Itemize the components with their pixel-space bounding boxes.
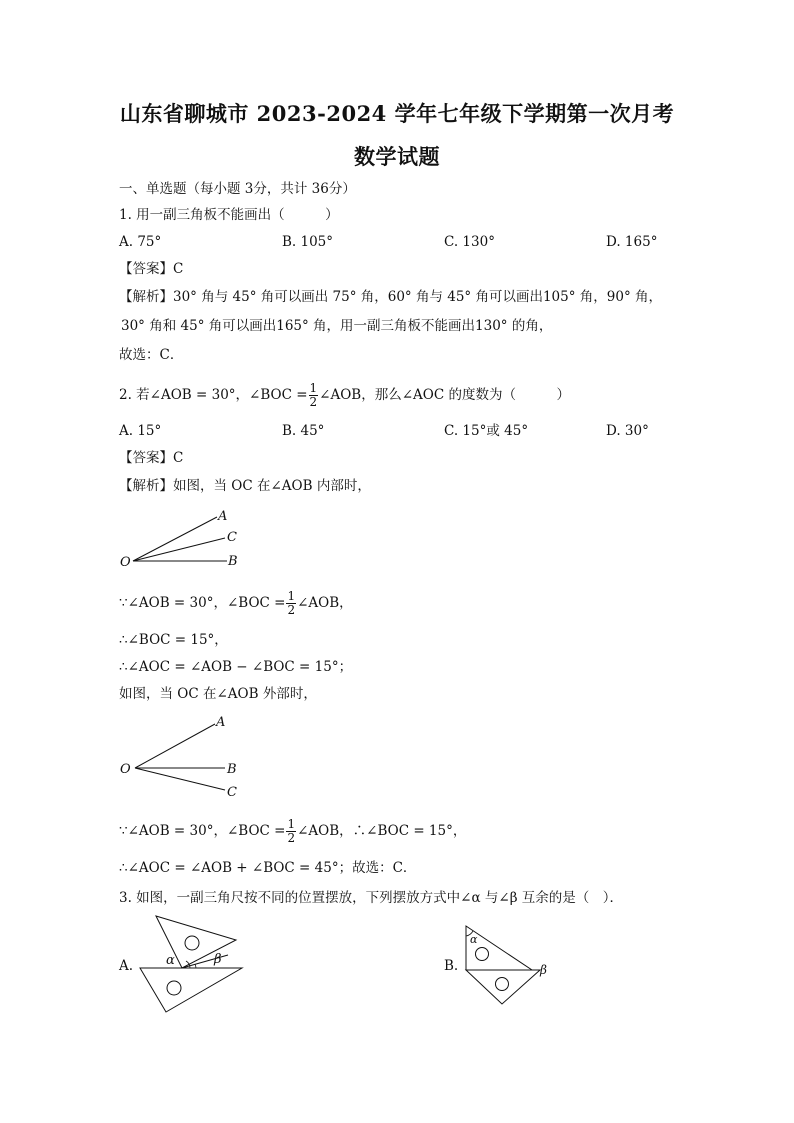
q1-option-d: D. 165° bbox=[606, 234, 658, 250]
label-c: C bbox=[227, 785, 237, 800]
ray-oc bbox=[133, 538, 225, 561]
label-b: B bbox=[227, 762, 237, 777]
q1-analysis-line1: 【解析】30° 角与 45° 角可以画出 75° 角，60° 角与 45° 角可以画出105° 角，90° 角， bbox=[119, 289, 662, 305]
ray-oa bbox=[135, 724, 215, 768]
q2-option-b: B. 45° bbox=[282, 423, 325, 439]
q1-answer: 【答案】C bbox=[119, 261, 184, 277]
q3-figure-b bbox=[458, 922, 558, 1008]
q2-because-2: ∵∠AOB = 30°，∠BOC = $\frac{1}{2}$ ∠AOB，∴∠BOC = 15°， bbox=[119, 817, 467, 845]
q2-option-d: D. 30° bbox=[606, 423, 649, 439]
triangle-hole bbox=[167, 981, 181, 995]
label-o: O bbox=[120, 555, 131, 570]
q1-analysis-line2: 30° 角和 45° 角可以画出165° 角，用一副三角板不能画出130° 的角， bbox=[121, 318, 553, 334]
q2-therefore-1: ∴∠BOC = 15°， bbox=[119, 632, 228, 648]
label-b: B bbox=[228, 554, 238, 569]
q1-option-b: B. 105° bbox=[282, 234, 334, 250]
label-o: O bbox=[120, 762, 131, 777]
q3-figure-a bbox=[138, 912, 250, 1014]
alpha-label: α bbox=[470, 933, 478, 946]
fraction-half: $\frac{1}{2}$ bbox=[287, 817, 296, 845]
q1-conclusion: 故选：C． bbox=[119, 347, 184, 363]
q2-stem: 2. 若∠AOB = 30°，∠BOC = $\frac{1}{2}$ ∠AOB，那么∠AOC 的度数为（ ） bbox=[119, 381, 570, 409]
exam-title: 山东省聊城市 2023-2024 学年七年级下学期第一次月考 bbox=[119, 101, 675, 126]
q2-option-c: C. 15°或 45° bbox=[444, 423, 529, 439]
q3-option-b-label: B. bbox=[444, 958, 459, 974]
fraction-half: $\frac{1}{2}$ bbox=[309, 381, 318, 409]
q2-because-1: ∵∠AOB = 30°，∠BOC = $\frac{1}{2}$ ∠AOB， bbox=[119, 589, 353, 617]
beta-label: β bbox=[540, 963, 547, 977]
q2-therefore-2: ∴∠AOC = ∠AOB − ∠BOC = 15°； bbox=[119, 659, 353, 675]
q2-analysis-line1: 【解析】如图，当 OC 在∠AOB 内部时， bbox=[119, 478, 371, 494]
q3-option-a-label: A. bbox=[119, 958, 134, 974]
q2-answer: 【答案】C bbox=[119, 450, 184, 466]
alpha-label: α bbox=[166, 953, 175, 968]
q1-stem: 1. 用一副三角板不能画出（ ） bbox=[119, 207, 339, 223]
q2-case-2: 如图，当 OC 在∠AOB 外部时， bbox=[119, 686, 317, 702]
q2-option-a: A. 15° bbox=[119, 423, 162, 439]
angle-figure-inside bbox=[115, 505, 255, 573]
label-a: A bbox=[218, 509, 228, 524]
beta-label: β bbox=[214, 952, 222, 967]
label-a: A bbox=[216, 715, 226, 730]
label-c: C bbox=[227, 530, 237, 545]
fraction-half: $\frac{1}{2}$ bbox=[287, 589, 296, 617]
triangle-hole bbox=[185, 936, 199, 950]
triangle-hole bbox=[496, 978, 509, 991]
ray-oc bbox=[135, 768, 225, 790]
angle-figure-outside bbox=[115, 712, 255, 802]
triangle-lower bbox=[466, 970, 540, 1004]
q3-stem: 3. 如图，一副三角尺按不同的位置摆放，下列摆放方式中∠α 与∠β 互余的是（ ）． bbox=[119, 890, 624, 906]
triangle-bottom bbox=[140, 968, 242, 1012]
ray-oa bbox=[133, 517, 217, 561]
q1-option-c: C. 130° bbox=[444, 234, 495, 250]
q1-option-a: A. 75° bbox=[119, 234, 162, 250]
q2-therefore-3: ∴∠AOC = ∠AOB + ∠BOC = 45°；故选：C． bbox=[119, 860, 417, 876]
exam-subtitle: 数学试题 bbox=[354, 144, 440, 169]
triangle-hole bbox=[476, 948, 489, 961]
section-heading: 一、单选题（每小题 3分，共计 36分） bbox=[119, 181, 356, 197]
